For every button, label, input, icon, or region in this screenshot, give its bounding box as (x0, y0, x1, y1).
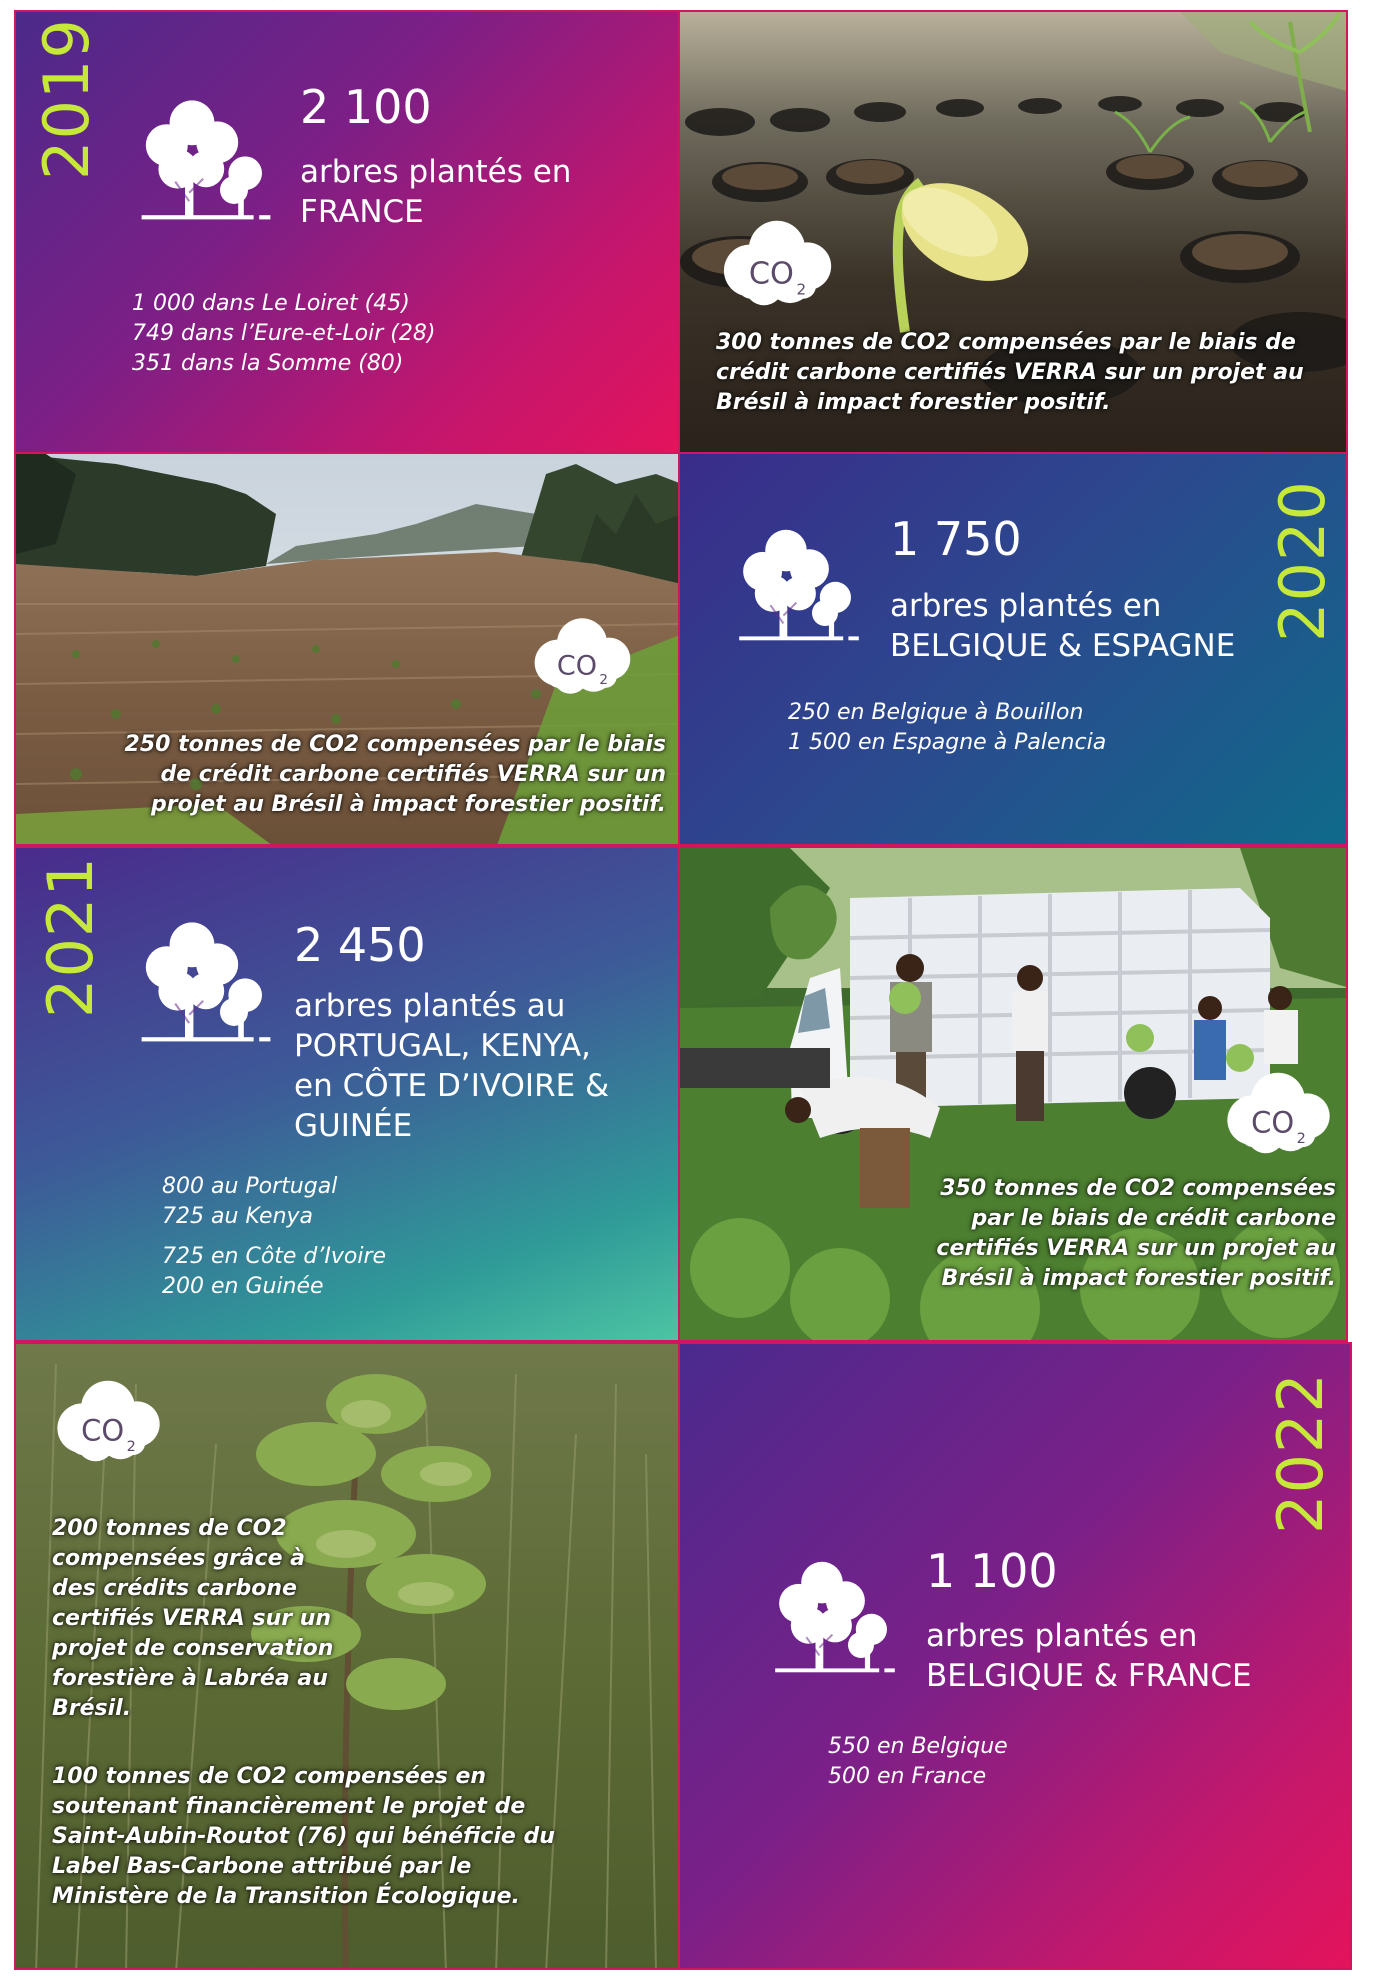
details-2022 (828, 1732, 1008, 1792)
panel-seedling-photo (678, 10, 1348, 454)
co2-offset-text-2022-label: 100 tonnes de CO2 compensées en soutenant financièrement le projet de Saint-Aubin-Routot (76) qui bénéficie du Label Bas-Carbone attribué par le Ministère de la Transition Écologique. (52, 1764, 555, 1909)
co2-cloud-icon (1216, 1066, 1340, 1160)
co2-cloud-icon (712, 214, 842, 312)
detail-line: 749 dans l’Eure-et-Loir (28) (132, 321, 436, 346)
tree-icon (734, 522, 864, 652)
detail-line: 725 en Côte d’Ivoire (162, 1244, 387, 1269)
co2-offset-text-2021: 350 tonnes de CO2 compensées par le biais de crédit carbone certifiés VERRA sur un projet au Brésil à impact forestier positif. (936, 1176, 1336, 1291)
tree-count-2019: 2 100 (300, 80, 432, 134)
svg-text:2: 2 (599, 672, 609, 689)
headline-2020 (890, 586, 1235, 666)
year-label-2020: 2020 (1266, 480, 1339, 642)
svg-text:CO: CO (748, 256, 794, 292)
headline-line: arbres plantés en (890, 588, 1162, 624)
co2-offset-text-2020: 250 tonnes de CO2 compensées par le biais de crédit carbone certifiés VERRA sur un projet au Brésil à impact forestier positif. (124, 732, 666, 817)
svg-text:2: 2 (1296, 1130, 1306, 1147)
detail-line: 500 en France (828, 1764, 987, 1789)
year-label-2021: 2021 (34, 856, 107, 1018)
panel-2022-stats (678, 1342, 1352, 1970)
panel-young-tree-photo (14, 1342, 680, 1970)
detail-line: 800 au Portugal (162, 1174, 338, 1199)
tree-icon (136, 914, 276, 1054)
co2-cloud-icon (524, 612, 640, 700)
svg-text:CO: CO (556, 650, 598, 682)
panel-2020-stats (678, 452, 1348, 846)
details-2021 (162, 1172, 386, 1302)
panel-field-photo (14, 452, 680, 846)
headline-line: BELGIQUE & FRANCE (926, 1658, 1252, 1694)
headline-line: arbres plantés au (294, 988, 566, 1024)
detail-line: 1 500 en Espagne à Palencia (788, 730, 1107, 755)
headline-2022 (926, 1616, 1252, 1696)
detail-line: 725 au Kenya (162, 1204, 314, 1229)
headline-line: arbres plantés en (300, 154, 572, 190)
details-2019 (132, 289, 435, 379)
svg-text:CO: CO (81, 1413, 125, 1448)
year-label-2019: 2019 (30, 18, 103, 180)
svg-text:2: 2 (126, 1438, 136, 1455)
tree-icon (770, 1554, 900, 1684)
co2-offset-text-2019: 300 tonnes de CO2 compensées par le biais de crédit carbone certifiés VERRA sur un projet au Brésil à impact forestier positif. (716, 330, 1304, 415)
year-label-2022: 2022 (1264, 1372, 1337, 1534)
panel-2019-stats (14, 10, 680, 454)
panel-2021-stats (14, 846, 680, 1342)
detail-line: 351 dans la Somme (80) (132, 351, 404, 376)
headline-line: BELGIQUE & ESPAGNE (890, 628, 1236, 664)
headline-line: arbres plantés en (926, 1618, 1198, 1654)
tree-icon (136, 92, 276, 232)
headline-2019 (300, 152, 571, 232)
headline-2021 (294, 986, 609, 1146)
svg-text:2: 2 (796, 280, 807, 299)
detail-line: 550 en Belgique (828, 1734, 1008, 1759)
panel-truck-photo (678, 846, 1348, 1342)
headline-line: GUINÉE (294, 1108, 413, 1144)
detail-line: 200 en Guinée (162, 1274, 324, 1299)
svg-text:CO: CO (1251, 1105, 1295, 1140)
tree-count-2022: 1 100 (926, 1544, 1058, 1598)
headline-line: FRANCE (300, 194, 424, 230)
co2-cloud-icon (46, 1374, 170, 1468)
detail-line: 250 en Belgique à Bouillon (788, 700, 1084, 725)
tree-count-2021: 2 450 (294, 918, 426, 972)
headline-line: en CÔTE D’IVOIRE & (294, 1068, 610, 1104)
co2-offset-text-2022-verra: 200 tonnes de CO2 compensées grâce à des crédits carbone certifiés VERRA sur un projet de conservation forestière à Labréa au Brésil. (52, 1516, 334, 1721)
detail-line: 1 000 dans Le Loiret (45) (132, 291, 410, 316)
details-2020 (788, 698, 1106, 758)
headline-line: PORTUGAL, KENYA, (294, 1028, 591, 1064)
tree-count-2020: 1 750 (890, 512, 1022, 566)
